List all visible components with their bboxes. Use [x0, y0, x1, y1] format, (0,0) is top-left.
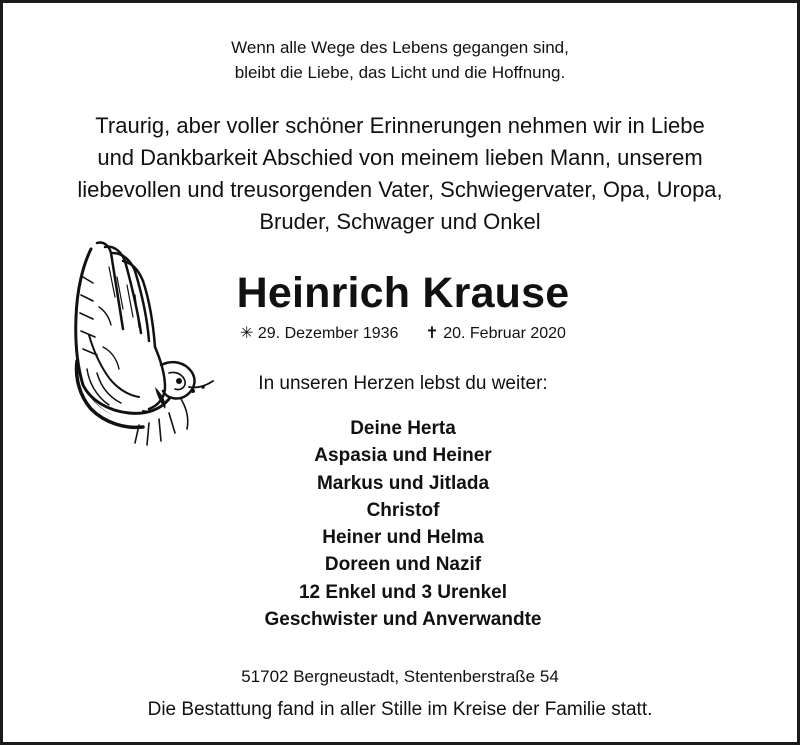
tribute-line: In unseren Herzen lebst du weiter:: [258, 373, 548, 394]
birth-date: 29. Dezember 1936: [257, 325, 399, 342]
birth-star-icon: ✳: [240, 325, 254, 342]
intro-line: Traurig, aber voller schöner Erinnerungen nehmen wir in Liebe: [95, 113, 705, 138]
motto-line: Wenn alle Wege des Lebens gegangen sind,: [231, 38, 569, 57]
intro-line: Bruder, Schwager und Onkel: [259, 209, 541, 234]
mourner-item: Heiner und Helma: [322, 527, 484, 549]
mourners-list: [203, 415, 603, 633]
deceased-name: Heinrich Krause: [236, 269, 570, 317]
funeral-note: Die Bestattung fand in aller Stille im Kreise der Familie statt.: [147, 699, 653, 720]
address: 51702 Bergneustadt, Stentenberstraße 54: [241, 667, 559, 686]
mourner-item: Aspasia und Heiner: [314, 445, 492, 467]
mourner-item: Geschwister und Anverwandte: [264, 609, 542, 631]
motto: [3, 35, 797, 85]
mourner-item: Christof: [366, 499, 440, 521]
death-cross-icon: ✝: [425, 325, 439, 342]
death-date: 20. Februar 2020: [443, 325, 566, 342]
praying-hands-icon: [69, 237, 217, 447]
life-dates: [203, 323, 603, 345]
motto-line: bleibt die Liebe, das Licht und die Hoffnung.: [234, 63, 566, 82]
mourner-item: Doreen und Nazif: [324, 554, 482, 576]
mourner-item: 12 Enkel und 3 Urenkel: [298, 581, 508, 603]
intro-line: und Dankbarkeit Abschied von meinem lieben Mann, unserem: [97, 145, 703, 170]
intro-line: liebevollen und treusorgenden Vater, Schwiegervater, Opa, Uropa,: [77, 177, 723, 202]
mourner-item: Deine Herta: [350, 418, 456, 439]
intro-text: [3, 110, 797, 238]
mourner-item: Markus und Jitlada: [316, 472, 490, 494]
